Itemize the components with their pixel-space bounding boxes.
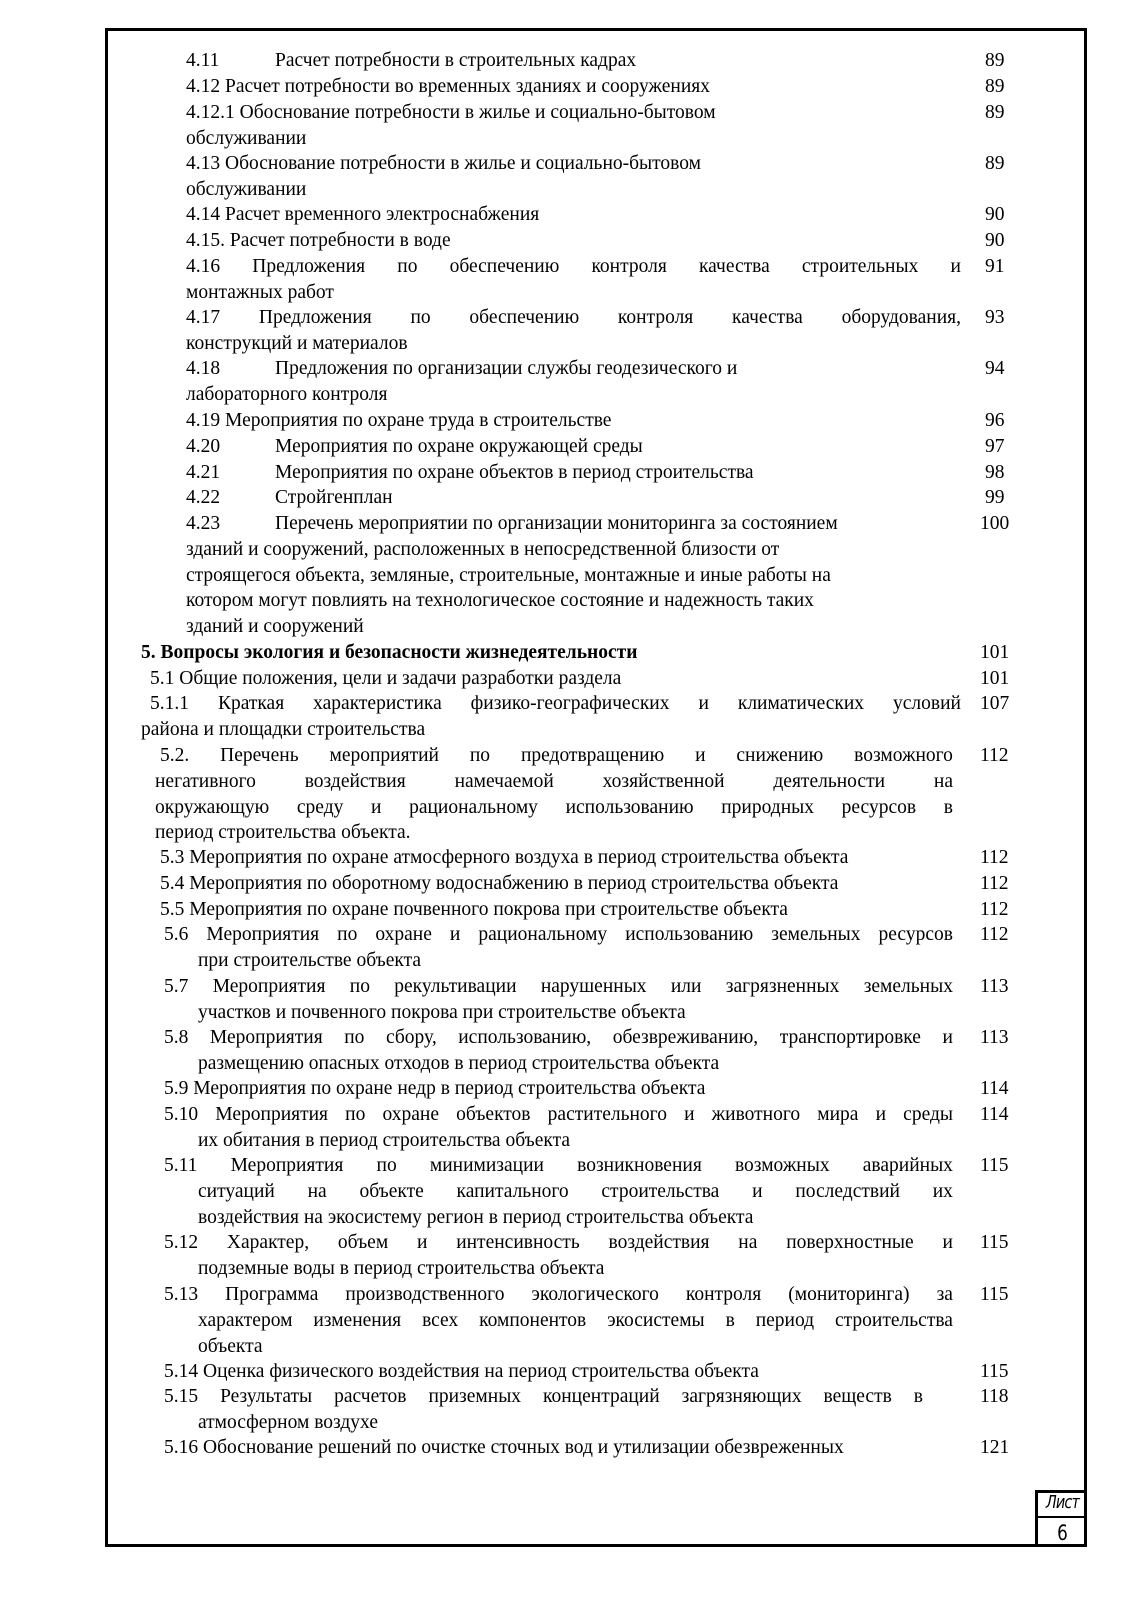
toc-word: и bbox=[449, 924, 461, 945]
toc-page-number: 115 bbox=[980, 1232, 1009, 1253]
toc-page-number: 113 bbox=[980, 1027, 1009, 1048]
toc-entry-line: конструкций и материалов bbox=[186, 332, 408, 354]
toc-word: снижению bbox=[736, 745, 824, 766]
toc-word: и bbox=[371, 796, 382, 818]
toc-word: на bbox=[738, 1232, 758, 1253]
toc-entry-line bbox=[186, 511, 838, 537]
toc-entry-line bbox=[186, 48, 636, 74]
toc-word: по bbox=[337, 924, 358, 945]
toc-entry-title: Мероприятия по охране окружающей среды bbox=[275, 436, 643, 457]
toc-word: минимизации bbox=[429, 1155, 544, 1176]
toc-entry-line: при строительстве объекта bbox=[198, 949, 422, 971]
toc-entry-title: Мероприятия по охране объектов в период строительства bbox=[275, 462, 754, 483]
toc-word: строительства bbox=[835, 1309, 953, 1331]
toc-page-number: 89 bbox=[985, 102, 1005, 123]
toc-page-number: 96 bbox=[985, 410, 1005, 431]
toc-entry-line: 5.5 Мероприятия по охране почвенного покрова при строительстве объекта bbox=[160, 899, 788, 920]
toc-entry-line: котором могут повлиять на технологическое состояние и надежность таких bbox=[186, 590, 814, 612]
toc-word: строительных bbox=[801, 256, 919, 277]
toc-word: Мероприятия bbox=[206, 924, 320, 945]
toc-page-number: 93 bbox=[985, 307, 1005, 328]
toc-entry-line bbox=[164, 1282, 953, 1308]
toc-page-number: 99 bbox=[985, 487, 1005, 508]
toc-page-number: 118 bbox=[980, 1386, 1009, 1407]
toc-entry-line bbox=[164, 1025, 953, 1051]
toc-word: хозяйственной bbox=[602, 770, 725, 792]
toc-word: по bbox=[397, 256, 418, 277]
toc-word: климатических bbox=[737, 693, 865, 714]
toc-page-number: 89 bbox=[985, 76, 1005, 97]
toc-entry-line: обслуживании bbox=[186, 178, 307, 200]
toc-entry-line: 5. Вопросы экология и безопасности жизнедеятельности bbox=[141, 642, 638, 663]
toc-word: ресурсов bbox=[841, 796, 917, 818]
toc-word: земельных bbox=[863, 976, 953, 997]
toc-word: по bbox=[469, 745, 491, 766]
toc-word: изменения bbox=[313, 1309, 402, 1331]
toc-word: 5.15 bbox=[164, 1386, 199, 1407]
toc-word: и bbox=[684, 1104, 695, 1125]
toc-word: рациональному bbox=[478, 924, 608, 945]
toc-page-number: 90 bbox=[985, 230, 1005, 251]
stamp-divider bbox=[1038, 1516, 1087, 1518]
toc-entry-line: 4.13 Обоснование потребности в жилье и социально-бытовом bbox=[186, 153, 701, 174]
toc-word: использованию bbox=[565, 796, 694, 818]
toc-word: в bbox=[913, 1386, 923, 1407]
toc-word: деятельности bbox=[773, 770, 886, 792]
toc-entry-line bbox=[198, 1179, 953, 1205]
toc-entry-line bbox=[164, 974, 953, 1000]
toc-page-number: 112 bbox=[980, 924, 1009, 945]
toc-word: использованию bbox=[625, 924, 754, 945]
toc-word: 5.1.1 bbox=[150, 693, 189, 714]
toc-entry-title: Стройгенплан bbox=[275, 487, 393, 508]
toc-word: компонентов bbox=[479, 1309, 587, 1331]
toc-word: возникновения bbox=[577, 1155, 702, 1176]
toc-entry-line bbox=[198, 1308, 953, 1334]
toc-word: их bbox=[932, 1180, 953, 1202]
toc-page-number: 89 bbox=[985, 50, 1005, 71]
toc-entry-line bbox=[186, 460, 754, 486]
toc-entry-line bbox=[186, 356, 737, 382]
toc-word: экосистемы bbox=[607, 1309, 705, 1331]
toc-page-number: 114 bbox=[980, 1104, 1009, 1125]
toc-page-number: 90 bbox=[985, 204, 1005, 225]
toc-word: и bbox=[942, 1232, 953, 1253]
sheet-stamp bbox=[1035, 1490, 1087, 1547]
toc-entry-line: их обитания в период строительства объекта bbox=[198, 1129, 571, 1151]
toc-word: производственного bbox=[345, 1284, 505, 1305]
toc-word: 5.8 bbox=[164, 1027, 189, 1048]
toc-entry-line: строящегося объекта, земляные, строительные, монтажные и иные работы на bbox=[186, 564, 831, 586]
toc-entry-line: 4.12 Расчет потребности во временных зданиях и сооружениях bbox=[186, 76, 711, 97]
toc-entry-line: района и площадки строительства bbox=[141, 718, 426, 740]
toc-word: окружающую bbox=[155, 796, 270, 818]
toc-word: земельных bbox=[771, 924, 861, 945]
toc-page-number: 121 bbox=[980, 1437, 1010, 1458]
toc-word: экологического bbox=[531, 1284, 659, 1305]
toc-word: 5.11 bbox=[164, 1155, 198, 1176]
toc-word: животного bbox=[711, 1104, 801, 1125]
toc-page-number: 114 bbox=[980, 1078, 1009, 1099]
toc-word: по bbox=[344, 1027, 365, 1048]
toc-entry-line bbox=[164, 1102, 953, 1128]
toc-entry-line: участков и почвенного покрова при строительстве объекта bbox=[198, 1001, 686, 1023]
toc-entry-title: Перечень мероприятии по организации мониторинга за состоянием bbox=[275, 513, 838, 534]
toc-word: по bbox=[349, 976, 370, 997]
toc-entry-title: Расчет потребности в строительных кадрах bbox=[275, 50, 637, 71]
toc-word: Мероприятия bbox=[230, 1155, 344, 1176]
toc-entry-line: 5.1 Общие положения, цели и задачи разработки раздела bbox=[150, 668, 622, 689]
toc-entry-line: 4.19 Мероприятия по охране труда в строительстве bbox=[186, 410, 612, 431]
toc-word: расчетов bbox=[334, 1386, 407, 1407]
toc-entry-line: размещению опасных отходов в период строительства объекта bbox=[198, 1052, 720, 1074]
toc-entry-line: подземные воды в период строительства объекта bbox=[198, 1257, 605, 1279]
toc-word: Мероприятия bbox=[209, 1027, 323, 1048]
toc-word: ресурсов bbox=[878, 924, 953, 945]
toc-page-number: 94 bbox=[985, 358, 1005, 379]
toc-entry-line: атмосферном воздухе bbox=[198, 1411, 378, 1433]
toc-word: по bbox=[410, 307, 431, 328]
toc-word: приземных bbox=[428, 1386, 522, 1407]
toc-word: намечаемой bbox=[454, 770, 554, 792]
toc-word: обеспечению bbox=[469, 307, 580, 328]
toc-entry-line bbox=[160, 743, 953, 769]
toc-word: 5.13 bbox=[164, 1284, 199, 1305]
toc-word: по bbox=[345, 1104, 366, 1125]
toc-word: в bbox=[725, 1309, 735, 1331]
toc-word: 5.10 bbox=[164, 1104, 199, 1125]
toc-entry-line: зданий и сооружений bbox=[186, 616, 364, 638]
toc-entry-line: монтажных работ bbox=[186, 281, 334, 303]
toc-word: Программа bbox=[225, 1284, 319, 1305]
toc-word: нарушенных bbox=[540, 976, 647, 997]
toc-word: условий bbox=[893, 693, 961, 714]
toc-page-number: 113 bbox=[980, 976, 1009, 997]
toc-word: 4.16 bbox=[186, 256, 221, 277]
toc-word: охране bbox=[382, 1104, 440, 1125]
toc-word: загрязненных bbox=[725, 976, 840, 997]
toc-word: 5.6 bbox=[164, 924, 189, 945]
toc-word: охране bbox=[375, 924, 432, 945]
toc-entry-line: 4.14 Расчет временного электроснабжения bbox=[186, 204, 540, 225]
toc-word: обезвреживанию, bbox=[612, 1027, 759, 1048]
toc-word: рациональному bbox=[409, 796, 538, 818]
toc-page-number: 97 bbox=[985, 436, 1005, 457]
toc-word: Мероприятия bbox=[212, 976, 326, 997]
toc-page-number: 115 bbox=[980, 1361, 1009, 1382]
toc-word: Характер, bbox=[226, 1232, 310, 1253]
toc-page-number: 98 bbox=[985, 462, 1005, 483]
toc-word: Предложения bbox=[258, 307, 372, 328]
toc-word: сбору, bbox=[385, 1027, 437, 1048]
toc-entry-line: 4.12.1 Обоснование потребности в жилье и социально-бытовом bbox=[186, 102, 716, 123]
toc-word: предотвращению bbox=[520, 745, 665, 766]
toc-word: оборудования, bbox=[841, 307, 961, 328]
toc-word: качества bbox=[698, 256, 770, 277]
toc-word: и bbox=[950, 256, 961, 277]
toc-word: рекультивации bbox=[394, 976, 517, 997]
toc-entry-line: лабораторного контроля bbox=[186, 383, 388, 405]
toc-word: и bbox=[416, 1232, 428, 1253]
toc-word: мероприятий bbox=[329, 745, 439, 766]
toc-word: Результаты bbox=[220, 1386, 313, 1407]
toc-page-number: 89 bbox=[985, 153, 1005, 174]
toc-word: период bbox=[755, 1309, 815, 1331]
toc-word: строительства bbox=[601, 1180, 720, 1202]
toc-entry-line bbox=[150, 691, 961, 717]
toc-word: транспортировке bbox=[779, 1027, 921, 1048]
toc-entry-line: 4.15. Расчет потребности в воде bbox=[186, 230, 451, 251]
toc-entry-line bbox=[186, 305, 961, 331]
toc-word: негативного bbox=[155, 770, 256, 792]
toc-entry-line: 5.16 Обоснование решений по очистке сточных вод и утилизации обезвреженных bbox=[164, 1437, 844, 1458]
toc-word: 5.7 bbox=[164, 976, 189, 997]
toc-word: концентраций bbox=[543, 1386, 660, 1407]
toc-word: 5.2. bbox=[160, 745, 190, 766]
toc-entry-line: 5.9 Мероприятия по охране недр в период строительства объекта bbox=[164, 1078, 706, 1099]
toc-word: и bbox=[875, 1104, 887, 1125]
toc-entry-line bbox=[186, 254, 961, 280]
toc-word: последствий bbox=[795, 1180, 900, 1202]
toc-word: характером bbox=[198, 1309, 293, 1331]
toc-page-number: 115 bbox=[980, 1155, 1009, 1176]
toc-word: или bbox=[670, 976, 702, 997]
toc-word: воздействия bbox=[608, 1232, 710, 1253]
toc-entry-line bbox=[155, 795, 953, 821]
toc-word: всех bbox=[422, 1309, 459, 1331]
toc-word: и bbox=[942, 1027, 953, 1048]
toc-word: контроля bbox=[685, 1284, 762, 1305]
toc-word: возможных bbox=[734, 1155, 830, 1176]
toc-entry-title: Предложения по организации службы геодезического и bbox=[275, 358, 738, 379]
toc-word: Предложения bbox=[252, 256, 366, 277]
toc-word: и bbox=[752, 1180, 763, 1202]
toc-word: объекте bbox=[359, 1180, 424, 1202]
toc-page-number: 101 bbox=[980, 668, 1010, 689]
toc-word: Мероприятия bbox=[215, 1104, 329, 1125]
toc-word: объем bbox=[337, 1232, 389, 1253]
toc-word: ситуаций bbox=[198, 1180, 275, 1202]
toc-entry-line: воздействия на экосистему регион в период строительства объекта bbox=[198, 1206, 754, 1228]
toc-page-number: 112 bbox=[980, 745, 1009, 766]
toc-entry-number: 4.21 bbox=[186, 462, 221, 483]
toc-word: интенсивность bbox=[456, 1232, 580, 1253]
toc-word: и bbox=[695, 745, 706, 766]
toc-word: возможного bbox=[854, 745, 953, 766]
toc-entry-line: зданий и сооружений, расположенных в непосредственной близости от bbox=[186, 538, 780, 560]
toc-page-number: 91 bbox=[985, 256, 1005, 277]
toc-entry-line bbox=[164, 1230, 953, 1256]
toc-word: мира bbox=[817, 1104, 859, 1125]
toc-entry-line bbox=[164, 1153, 953, 1179]
sheet-number: 6 bbox=[1057, 1521, 1068, 1545]
toc-entry-line bbox=[186, 485, 393, 511]
toc-entry-number: 4.20 bbox=[186, 436, 221, 457]
toc-word: Краткая bbox=[217, 693, 285, 714]
toc-entry-number: 4.11 bbox=[186, 50, 220, 71]
toc-word: использованию, bbox=[458, 1027, 592, 1048]
toc-page-number: 112 bbox=[980, 873, 1009, 894]
toc-entry-number: 4.23 bbox=[186, 513, 221, 534]
toc-word: 5.12 bbox=[164, 1232, 199, 1253]
toc-word: Перечень bbox=[220, 745, 299, 766]
toc-word: в bbox=[943, 796, 953, 818]
toc-entry-line bbox=[164, 1384, 923, 1410]
toc-entry-number: 4.18 bbox=[186, 358, 221, 379]
toc-word: обеспечению bbox=[449, 256, 560, 277]
toc-entry-line: 5.14 Оценка физического воздействия на период строительства объекта bbox=[164, 1361, 759, 1382]
toc-word: контроля bbox=[617, 307, 694, 328]
toc-word: растительного bbox=[547, 1104, 667, 1125]
toc-word: объектов bbox=[456, 1104, 531, 1125]
toc-word: качества bbox=[732, 307, 803, 328]
toc-word: капитального bbox=[456, 1180, 569, 1202]
toc-word: на bbox=[933, 770, 953, 792]
toc-word: по bbox=[376, 1155, 397, 1176]
toc-word: воздействия bbox=[304, 770, 406, 792]
toc-page-number: 107 bbox=[980, 693, 1010, 714]
toc-word: среды bbox=[903, 1104, 953, 1125]
toc-entry-line bbox=[155, 769, 953, 795]
toc-page-number: 112 bbox=[980, 847, 1009, 868]
toc-word: аварийных bbox=[862, 1155, 953, 1176]
toc-page-number: 112 bbox=[980, 899, 1009, 920]
sheet-label: Лист bbox=[1045, 1492, 1080, 1513]
toc-word: за bbox=[936, 1284, 953, 1305]
toc-word: характеристика bbox=[313, 693, 442, 714]
toc-entry-line: период строительства объекта. bbox=[155, 822, 411, 844]
toc-word: на bbox=[307, 1180, 327, 1202]
toc-entry-line bbox=[186, 434, 643, 460]
toc-entry-line: объекта bbox=[198, 1335, 263, 1357]
toc-word: веществ bbox=[823, 1386, 892, 1407]
toc-word: физико-географических bbox=[470, 693, 670, 714]
toc-entry-line bbox=[164, 922, 953, 948]
toc-word: поверхностные bbox=[786, 1232, 914, 1253]
toc-entry-line: обслуживании bbox=[186, 127, 307, 149]
toc-word: загрязняющих bbox=[681, 1386, 802, 1407]
toc-page-number: 100 bbox=[980, 513, 1010, 534]
toc-word: (мониторинга) bbox=[788, 1284, 910, 1305]
toc-word: среду bbox=[296, 796, 344, 818]
toc-page-number: 115 bbox=[980, 1284, 1009, 1305]
toc-page-number: 101 bbox=[980, 642, 1010, 663]
toc-entry-line: 5.4 Мероприятия по оборотному водоснабжению в период строительства объекта bbox=[160, 873, 839, 894]
toc-entry-number: 4.22 bbox=[186, 487, 221, 508]
toc-word: 4.17 bbox=[186, 307, 221, 328]
toc-word: и bbox=[698, 693, 709, 714]
toc-entry-line: 5.3 Мероприятия по охране атмосферного воздуха в период строительства объекта bbox=[160, 847, 849, 868]
toc-word: природных bbox=[721, 796, 815, 818]
toc-word: контроля bbox=[591, 256, 667, 277]
